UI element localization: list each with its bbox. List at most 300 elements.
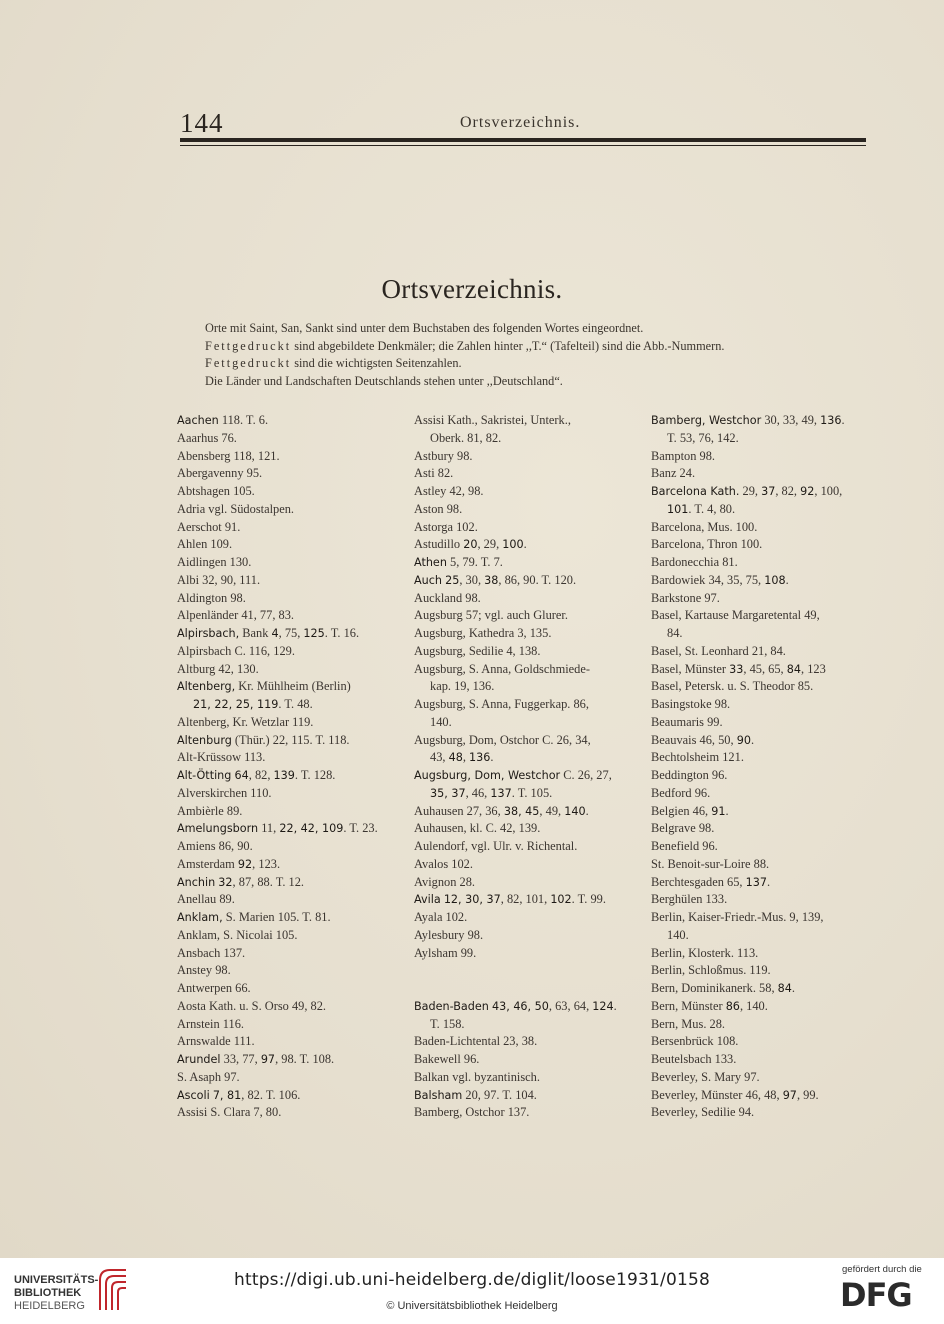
index-entry xyxy=(177,891,399,909)
entry-text: Bern, Dominikanerk. 58, xyxy=(651,981,778,995)
index-entry xyxy=(414,945,636,963)
index-entry xyxy=(177,909,399,927)
index-entry-continuation xyxy=(651,501,873,519)
entry-text: Beverley, Münster 46, 48, xyxy=(651,1087,783,1102)
entry-text: , 123. xyxy=(252,856,281,871)
entry-text: Auhausen 27, 36, xyxy=(414,803,504,818)
index-entry xyxy=(177,767,399,785)
index-entry xyxy=(177,625,399,643)
entry-text: Aylesbury 98. xyxy=(414,927,484,942)
bold-text: 91 xyxy=(711,804,726,818)
index-entry xyxy=(414,820,636,838)
funding-label: gefördert durch die xyxy=(842,1264,922,1275)
entry-text: Berghülen 133. xyxy=(651,892,728,907)
entry-text: Beutelsbach 133. xyxy=(651,1052,737,1066)
entry-text: Barcelona, Mus. 100. xyxy=(651,519,758,534)
entry-text: Augsburg, S. Anna, Fuggerkap. 86, xyxy=(414,697,589,711)
bold-text: Augsburg, Dom, Westchor xyxy=(414,769,561,782)
entry-text: Aston 98. xyxy=(414,501,463,516)
bold-text: 125 xyxy=(303,627,325,640)
index-entry xyxy=(177,945,399,963)
entry-text: , 29, xyxy=(477,537,503,552)
index-entry xyxy=(414,909,636,927)
bold-text: 4 xyxy=(271,627,279,640)
index-entry xyxy=(414,803,636,821)
index-entry xyxy=(414,696,636,714)
entry-text: Albi 32, 90, 111. xyxy=(177,572,261,587)
entry-text: Bakewell 96. xyxy=(414,1052,480,1066)
index-entry xyxy=(177,607,399,625)
entry-text: Arnswalde 111. xyxy=(177,1034,255,1049)
index-column-1 xyxy=(177,412,399,1122)
entry-text: Banz 24. xyxy=(651,466,696,481)
entry-text: Altburg 42, 130. xyxy=(177,661,259,676)
bold-text: 97 xyxy=(782,1088,797,1102)
index-entry xyxy=(414,1087,636,1105)
entry-text: Belgien 46, xyxy=(651,803,712,818)
index-entry xyxy=(414,519,636,537)
entry-text: Kr. Mühlheim (Berlin) xyxy=(235,679,351,694)
spaced-text: Fettgedruckt xyxy=(205,338,292,353)
entry-text: 84. xyxy=(667,626,683,640)
index-entry xyxy=(651,732,873,750)
index-entry xyxy=(651,1104,873,1122)
header-rule-thin xyxy=(180,145,866,146)
entry-text: Asti 82. xyxy=(414,466,454,481)
entry-text: 140. xyxy=(667,927,689,942)
index-entry xyxy=(651,483,873,501)
bold-text: Amelungsborn xyxy=(177,822,259,836)
entry-text: S. Marien 105. T. 81. xyxy=(222,910,331,924)
entry-text: Bechtolsheim 121. xyxy=(651,750,744,765)
index-entry xyxy=(414,998,636,1016)
entry-text: Augsburg 57; vgl. auch Glurer. xyxy=(414,608,568,623)
index-entry xyxy=(651,1016,873,1034)
entry-text: Abensberg 118, 121. xyxy=(177,448,280,463)
index-entry xyxy=(177,714,399,732)
index-entry xyxy=(651,749,873,767)
bold-text: Altenburg xyxy=(177,733,232,747)
entry-text: 5, 79. T. 7. xyxy=(446,555,503,569)
entry-text: Baden-Lichtental 23, 38. xyxy=(414,1034,538,1049)
bold-text: 37 xyxy=(761,485,776,498)
index-entry xyxy=(651,661,873,679)
index-entry xyxy=(651,820,873,838)
entry-text: Alverskirchen 110. xyxy=(177,785,272,800)
index-entry xyxy=(651,1051,873,1069)
index-entry-continuation xyxy=(414,749,636,767)
bold-text: Arundel xyxy=(177,1053,221,1066)
index-entry xyxy=(651,412,873,430)
index-entry xyxy=(414,607,636,625)
bold-text: 136 xyxy=(820,414,842,427)
institution-line-1: UNIVERSITÄTS- xyxy=(14,1274,99,1286)
entry-text: . xyxy=(750,732,755,747)
bold-text: 32 xyxy=(218,875,233,889)
entry-text: Beverley, S. Mary 97. xyxy=(651,1069,760,1084)
entry-text: , xyxy=(462,750,470,765)
entry-text: Berlin, Kaiser-Friedr.-Mus. 9, 139, xyxy=(651,910,824,924)
index-entry xyxy=(414,661,636,679)
entry-text: 118. T. 6. xyxy=(218,413,269,427)
dfg-logo[interactable]: DFG xyxy=(840,1276,912,1314)
index-entry xyxy=(414,891,636,909)
index-entry-continuation xyxy=(651,927,873,945)
index-entry xyxy=(651,909,873,927)
index-column-2 xyxy=(414,412,636,1122)
intro-notes xyxy=(205,320,865,390)
entry-text: . T. 16. xyxy=(324,626,360,640)
bold-text: 84 xyxy=(786,662,801,676)
entry-text: Anstey 98. xyxy=(177,963,231,978)
entry-text: Abergavenny 95. xyxy=(177,466,263,481)
bold-text: 101 xyxy=(667,502,689,516)
entry-text: Aidlingen 130. xyxy=(177,555,252,569)
index-entry xyxy=(414,643,636,661)
institution-line-3: HEIDELBERG xyxy=(14,1300,85,1312)
entry-text: Assisi S. Clara 7, 80. xyxy=(177,1105,282,1120)
index-entry xyxy=(651,891,873,909)
bold-text: 43, 46, 50 xyxy=(491,999,549,1013)
entry-text: 30, 33, 49, xyxy=(761,413,821,427)
entry-text: Ambièrle 89. xyxy=(177,803,243,818)
bold-text: 33 xyxy=(729,662,744,676)
index-title: Ortsverzeichnis. xyxy=(381,274,563,304)
entry-text: Bersenbrück 108. xyxy=(651,1034,739,1049)
entry-text: Amsterdam xyxy=(177,856,238,871)
entry-text: . xyxy=(785,572,789,587)
entry-text: kap. 19, 136. xyxy=(430,679,495,694)
entry-text: S. Asaph 97. xyxy=(177,1069,240,1084)
bold-text: 12, 30, 37 xyxy=(443,893,501,907)
entry-text: Berlin, Schloßmus. 119. xyxy=(651,963,771,978)
entry-text: T. 158. xyxy=(430,1016,465,1031)
entry-text: . xyxy=(841,413,845,427)
entry-text: , 86, 90. T. 120. xyxy=(498,572,577,587)
entry-text: , 87, 88. T. 12. xyxy=(232,874,305,889)
entry-text: Bedford 96. xyxy=(651,785,711,800)
index-entry xyxy=(177,749,399,767)
entry-text: Alt-Krüssow 113. xyxy=(177,750,266,765)
index-entry xyxy=(651,572,873,590)
entry-text: Bardowiek 34, 35, 75, xyxy=(651,572,765,587)
index-entry xyxy=(177,980,399,998)
entry-text: , 82, xyxy=(248,768,274,782)
index-entry xyxy=(414,536,636,554)
entry-text: Alpenländer 41, 77, 83. xyxy=(177,608,294,623)
entry-text: Beddington 96. xyxy=(651,768,728,782)
index-entry xyxy=(177,643,399,661)
bold-text: 48 xyxy=(448,751,463,765)
index-entry xyxy=(651,767,873,785)
entry-text: Astbury 98. xyxy=(414,448,473,463)
bold-text: Ascoli xyxy=(177,1088,210,1102)
bold-text: 140 xyxy=(564,804,586,818)
index-entry xyxy=(651,554,873,572)
index-entry xyxy=(651,590,873,608)
entry-text: . T. 23. xyxy=(343,821,378,836)
entry-text: Basel, St. Leonhard 21, 84. xyxy=(651,643,786,658)
bold-text: 86 xyxy=(725,999,740,1013)
index-entry xyxy=(414,501,636,519)
index-entry xyxy=(177,430,399,448)
entry-text: St. Benoit-sur-Loire 88. xyxy=(651,856,770,871)
entry-text: , 30, xyxy=(459,572,485,587)
entry-text: , 123 xyxy=(801,661,826,676)
institution-line-2: BIBLIOTHEK xyxy=(14,1287,82,1299)
index-entry xyxy=(651,643,873,661)
index-entry xyxy=(177,519,399,537)
index-entry xyxy=(414,1069,636,1087)
entry-text: , 82. T. 106. xyxy=(241,1087,301,1102)
entry-text: , 49, xyxy=(539,803,565,818)
entry-text: , 99. xyxy=(796,1087,819,1102)
index-entry xyxy=(177,1087,399,1105)
entry-text: . xyxy=(725,803,729,818)
entry-text: Ahlen 109. xyxy=(177,537,233,552)
index-entry-continuation xyxy=(414,714,636,732)
entry-text: Assisi Kath., Sakristei, Unterk., xyxy=(414,413,571,427)
index-entry-continuation xyxy=(651,625,873,643)
index-entry xyxy=(651,678,873,696)
index-entry xyxy=(177,536,399,554)
entry-text: Anellau 89. xyxy=(177,892,235,907)
bold-text: 22, 42, 109 xyxy=(279,822,344,836)
entry-text: , 82, xyxy=(775,484,801,498)
header-rule-thick xyxy=(180,138,866,142)
entry-text: Basel, Münster xyxy=(651,661,730,676)
index-entry xyxy=(414,1033,636,1051)
intro-line xyxy=(205,373,865,391)
entry-text: Auckland 98. xyxy=(414,590,481,605)
index-entry xyxy=(177,732,399,750)
entry-text: Basel, Kartause Margaretental 49, xyxy=(651,608,820,623)
index-entry-continuation xyxy=(651,430,873,448)
index-entry xyxy=(414,590,636,608)
entry-text: T. 53, 76, 142. xyxy=(667,430,739,445)
bold-text: 21, 22, 25, xyxy=(193,698,258,711)
index-entry xyxy=(177,448,399,466)
index-entry-continuation xyxy=(414,678,636,696)
entry-text: . T. 4, 80. xyxy=(688,501,736,516)
entry-text: Ansbach 137. xyxy=(177,945,246,960)
intro-line xyxy=(205,355,865,373)
bold-text: Alt-Ötting xyxy=(177,769,232,782)
index-entry xyxy=(177,1104,399,1122)
index-entry xyxy=(177,820,399,838)
entry-text: . xyxy=(490,750,494,765)
entry-text: 140. xyxy=(430,714,452,729)
bold-text: 124 xyxy=(592,999,614,1013)
entry-text: , 75, xyxy=(278,626,304,640)
entry-text: Astudillo xyxy=(414,537,464,552)
index-entry xyxy=(651,696,873,714)
entry-text: Augsburg, Kathedra 3, 135. xyxy=(414,626,552,640)
entry-text: Aerschot 91. xyxy=(177,519,241,534)
index-entry xyxy=(177,661,399,679)
entry-text: Belgrave 98. xyxy=(651,821,715,836)
index-entry xyxy=(177,572,399,590)
entry-text: Aulendorf, vgl. Ulr. v. Richental. xyxy=(414,839,578,853)
letter-gap xyxy=(414,962,636,998)
entry-text: 11, xyxy=(258,821,280,836)
bold-text: 84 xyxy=(777,982,792,995)
bold-text: 38 xyxy=(484,573,499,587)
index-entry xyxy=(651,962,873,980)
index-entry xyxy=(651,607,873,625)
index-entry xyxy=(177,1033,399,1051)
permalink-url[interactable]: https://digi.ub.uni-heidelberg.de/diglit/loose1931/0158 xyxy=(233,1270,711,1290)
spaced-text: Fettgedruckt xyxy=(205,356,292,371)
index-entry xyxy=(177,678,399,696)
entry-text: Bardonecchia 81. xyxy=(651,555,738,569)
entry-text: Bern, Münster xyxy=(651,998,726,1013)
bold-text: Balsham xyxy=(414,1088,463,1102)
index-entry xyxy=(177,927,399,945)
running-head xyxy=(180,108,866,140)
entry-text: Astley 42, 98. xyxy=(414,484,484,498)
index-entry xyxy=(177,874,399,892)
index-entry xyxy=(177,554,399,572)
viewer-footer xyxy=(0,1258,944,1324)
index-entry xyxy=(651,856,873,874)
entry-text: Avalos 102. xyxy=(414,856,473,871)
entry-text: (Thür.) 22, 115. T. 118. xyxy=(231,732,350,747)
index-entry-continuation xyxy=(414,430,636,448)
entry-text: Aldington 98. xyxy=(177,590,246,605)
bold-text: 136 xyxy=(469,751,491,765)
entry-text: , 63, 64, xyxy=(548,998,593,1013)
bold-text: 92 xyxy=(237,857,253,871)
entry-text: 29, xyxy=(739,484,762,498)
index-entry xyxy=(177,483,399,501)
entry-text: Auhausen, kl. C. 42, 139. xyxy=(414,821,541,836)
index-entry xyxy=(651,1033,873,1051)
index-entry xyxy=(651,785,873,803)
bold-text: 20 xyxy=(463,538,478,552)
bold-text: Bamberg, Westchor xyxy=(651,414,762,427)
index-entry-continuation xyxy=(177,696,399,714)
index-entry xyxy=(177,838,399,856)
index-entry xyxy=(414,625,636,643)
bold-text: Anklam, xyxy=(177,911,223,924)
entry-text: , 100, xyxy=(814,484,843,498)
entry-text: . T. 99. xyxy=(571,892,606,907)
index-entry xyxy=(414,572,636,590)
bold-text: 108 xyxy=(764,573,786,587)
intro-line xyxy=(205,338,865,356)
entry-text: Beauvais 46, 50, xyxy=(651,732,737,747)
entry-text: . xyxy=(585,803,589,818)
entry-text: sind abgebildete Denkmäler; die Zahlen hinter ,,T.“ (Tafelteil) sind die Abb.-Nummern. xyxy=(291,338,725,353)
bold-text: 139 xyxy=(273,769,295,782)
entry-text: Basingstoke 98. xyxy=(651,697,731,711)
index-column-3 xyxy=(651,412,873,1122)
index-entry xyxy=(414,838,636,856)
entry-text: 43, xyxy=(430,750,449,765)
entry-text: Berchtesgaden 65, xyxy=(651,874,746,889)
bold-text: 100 xyxy=(502,538,524,552)
entry-text: . xyxy=(523,537,527,552)
index-entry xyxy=(414,483,636,501)
entry-text: Abtshagen 105. xyxy=(177,484,255,498)
bold-text: 119 xyxy=(257,698,279,711)
index-entry xyxy=(177,962,399,980)
index-entry xyxy=(651,998,873,1016)
entry-text: Bamberg, Ostchor 137. xyxy=(414,1105,530,1120)
bold-text: 35, 37 xyxy=(430,786,466,800)
intro-line xyxy=(205,320,865,338)
index-entry xyxy=(414,465,636,483)
bold-text: 25 xyxy=(445,573,460,587)
entry-text: Amiens 86, 90. xyxy=(177,839,253,853)
index-entry xyxy=(177,1016,399,1034)
entry-text: Orte mit Saint, San, Sankt sind unter dem Buchstaben des folgenden Wortes eingeordnet. xyxy=(205,321,644,335)
running-title: Ortsverzeichnis. xyxy=(460,114,581,131)
index-entry xyxy=(414,1104,636,1122)
entry-text: . T. 128. xyxy=(294,768,336,782)
entry-text: Augsburg, Dom, Ostchor C. 26, 34, xyxy=(414,732,591,747)
index-entry xyxy=(651,945,873,963)
entry-text: , 45, 65, xyxy=(743,661,787,676)
bold-text: 7, 81 xyxy=(212,1088,242,1102)
entry-text: Astorga 102. xyxy=(414,519,478,534)
entry-text: Arnstein 116. xyxy=(177,1016,244,1031)
entry-text: . xyxy=(766,874,771,889)
entry-text: Basel, Petersk. u. S. Theodor 85. xyxy=(651,679,814,694)
entry-text: , 82, 101, xyxy=(500,892,551,907)
index-entry xyxy=(414,856,636,874)
entry-text: Balkan vgl. byzantinisch. xyxy=(414,1069,540,1084)
bold-text: Alpirsbach, xyxy=(177,627,240,640)
index-entry xyxy=(177,1051,399,1069)
bold-text: 90 xyxy=(736,733,751,747)
entry-text: . T. 105. xyxy=(511,785,553,800)
index-entry xyxy=(177,803,399,821)
bold-text: 137 xyxy=(745,875,767,889)
index-entry xyxy=(651,838,873,856)
entry-text: Adria vgl. Südostalpen. xyxy=(177,501,295,516)
index-entry xyxy=(414,732,636,750)
entry-text: Bern, Mus. 28. xyxy=(651,1016,725,1031)
entry-text: Augsburg, S. Anna, Goldschmiede- xyxy=(414,661,590,676)
index-entry xyxy=(177,465,399,483)
index-entry xyxy=(651,1087,873,1105)
bold-text: 102 xyxy=(550,893,572,907)
entry-text: C. 26, 27, xyxy=(560,768,612,782)
index-entry xyxy=(651,714,873,732)
index-entry xyxy=(177,998,399,1016)
bold-text: Auch xyxy=(414,573,442,587)
entry-text: Alpirsbach C. 116, 129. xyxy=(177,643,295,658)
entry-text: , 98. T. 108. xyxy=(275,1052,335,1066)
entry-text: Ayala 102. xyxy=(414,910,468,924)
index-entry xyxy=(414,554,636,572)
entry-text: Oberk. 81, 82. xyxy=(430,430,502,445)
bold-text: Altenberg, xyxy=(177,680,236,694)
entry-text: Bank xyxy=(239,626,272,640)
entry-text: Aylsham 99. xyxy=(414,945,477,960)
bold-text: Athen xyxy=(414,556,447,569)
index-entry xyxy=(414,1051,636,1069)
index-entry-continuation xyxy=(414,785,636,803)
index-entry xyxy=(414,767,636,785)
bold-text: 38, 45 xyxy=(503,804,540,818)
entry-text: Berlin, Klosterk. 113. xyxy=(651,945,759,960)
entry-text: Barkstone 97. xyxy=(651,590,720,605)
entry-text: . xyxy=(613,998,617,1013)
entry-text: Die Länder und Landschaften Deutschlands stehen unter ,,Deutschland“. xyxy=(205,373,563,388)
